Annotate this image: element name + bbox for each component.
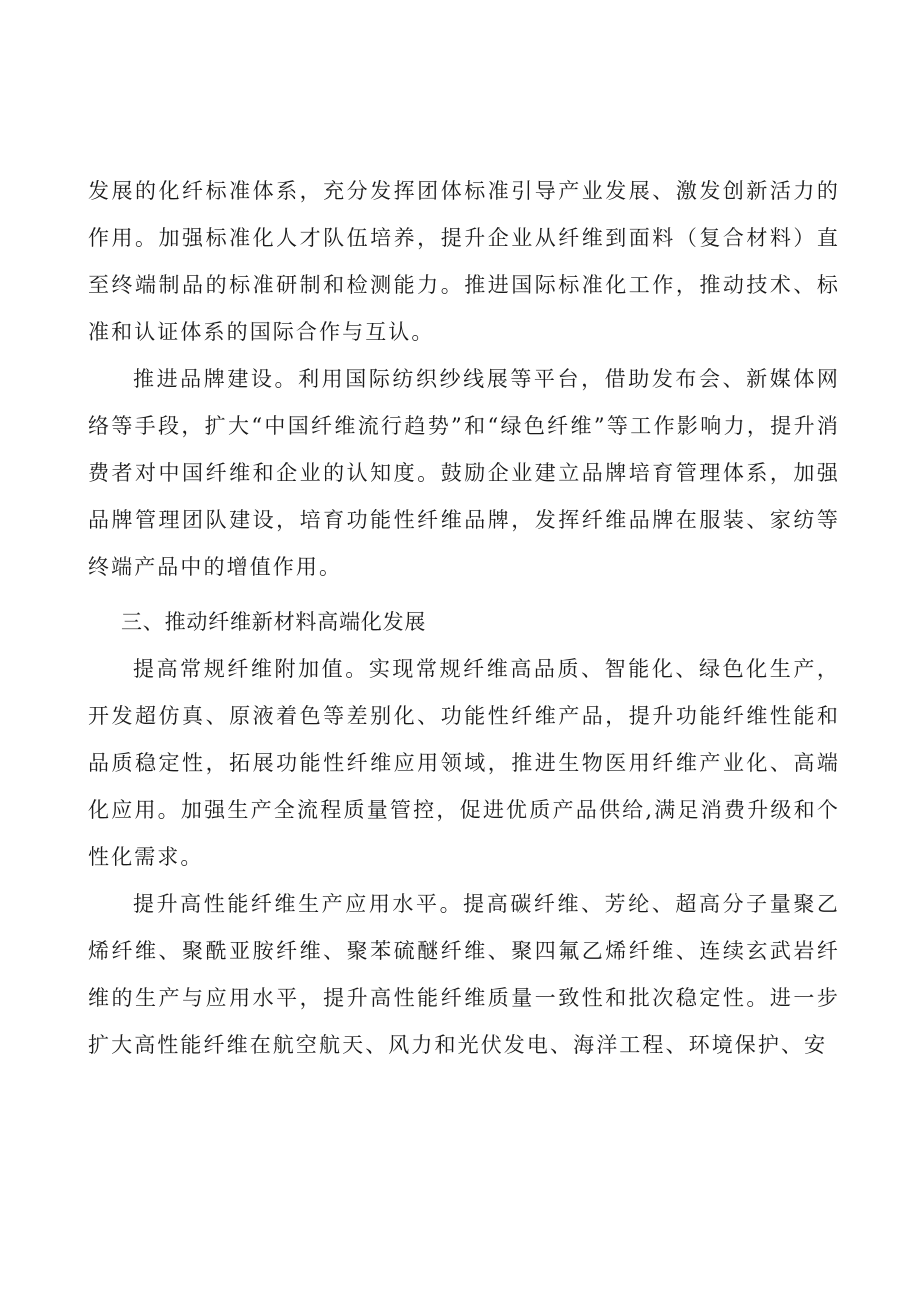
section-spacer xyxy=(88,591,840,599)
document-body xyxy=(88,168,840,1069)
section-heading: 三、推动纤维新材料高端化发展 xyxy=(121,610,427,634)
paragraph-brand-building: 推进品牌建设。利用国际纺织纱线展等平台，借助发布会、新媒体网络等手段，扩大“中国纤维流行趋势”和“绿色纤维”等工作影响力，提升消费者对中国纤维和企业的认知度。鼓励企业建立品牌培育管理体系，加强品牌管理团队建设，培育功能性纤维品牌，发挥纤维品牌在服装、家纺等终端产品中的增值作用。 xyxy=(88,367,840,579)
paragraph-conventional-fiber: 提高常规纤维附加值。实现常规纤维高品质、智能化、绿色化生产，开发超仿真、原液着色等差别化、功能性纤维产品，提升功能纤维性能和品质稳定性，拓展功能性纤维应用领域，推进生物医用纤维产业化、高端化应用。加强生产全流程质量管控，促进优质产品供给,满足消费升级和个性化需求。 xyxy=(88,657,840,869)
paragraph-high-performance-fiber: 提升高性能纤维生产应用水平。提高碳纤维、芳纶、超高分子量聚乙烯纤维、聚酰亚胺纤维、聚苯硫醚纤维、聚四氟乙烯纤维、连续玄武岩纤维的生产与应用水平，提升高性能纤维质量一致性和批次稳定性。进一步扩大高性能纤维在航空航天、风力和光伏发电、海洋工程、环境保护、安 xyxy=(88,892,840,1057)
paragraph-standards-continued: 发展的化纤标准体系，充分发挥团体标准引导产业发展、激发创新活力的作用。加强标准化人才队伍培养，提升企业从纤维到面料（复合材料）直至终端制品的标准研制和检测能力。推进国际标准化工作，推动技术、标准和认证体系的国际合作与互认。 xyxy=(88,179,840,344)
